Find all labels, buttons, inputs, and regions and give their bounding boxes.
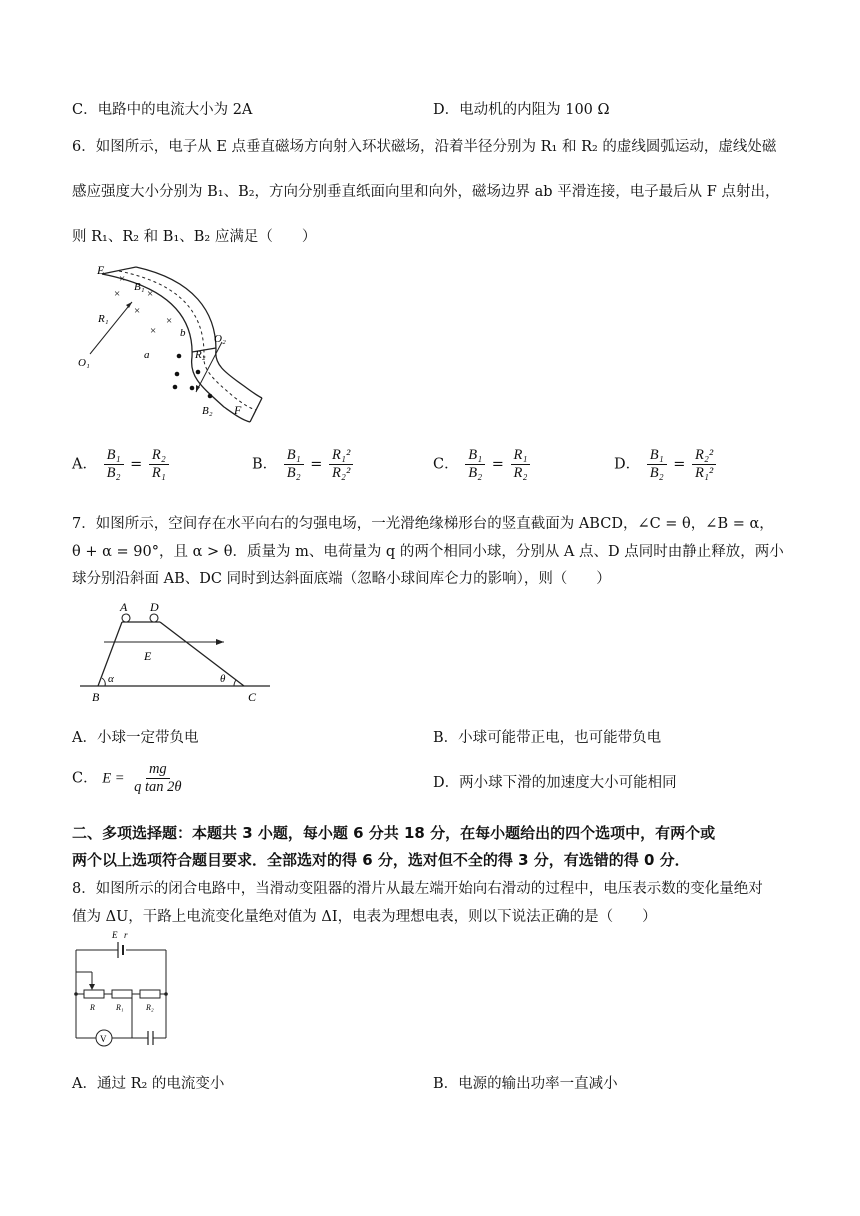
q8-stem-line2: 值为 ΔU，干路上电流变化量绝对值为 ΔI，电表为理想电表，则以下说法正确的是（ ） <box>72 909 657 925</box>
q7-option-b: B．小球可能带正电，也可能带负电 <box>433 730 662 746</box>
svg-text:×: × <box>134 305 141 317</box>
q6-fig-label-O1: O₁ <box>78 357 90 369</box>
q7-fig-label-alpha: α <box>108 673 114 685</box>
q8-figure-circuit <box>70 928 180 1056</box>
q7-fig-label-E: E <box>144 649 152 663</box>
q7-stem-line3: 球分别沿斜面 AB、DC 同时到达斜面底端（忽略小球间库仑力的影响），则（ ） <box>72 571 611 587</box>
section2-heading-line1: 二、多项选择题：本题共 3 小题，每小题 6 分共 18 分，在每小题给出的四个选项中，有两个或 <box>72 824 716 842</box>
q6-fig-label-R1: R₁ <box>98 313 109 325</box>
q6-stem-line3: 则 R₁、R₂ 和 B₁、B₂ 应满足（ ） <box>72 229 317 245</box>
q7-option-d: D．两小球下滑的加速度大小可能相同 <box>433 775 677 791</box>
q6-option-c: C． $\frac{\text{B₁}}{\text{B₂}}$ = $\frac{\text{R₁}}{\text{R₂}}$ <box>433 448 532 481</box>
q6-fig-label-E: E <box>97 263 105 277</box>
q7-fig-label-A: A <box>120 600 128 614</box>
q7-stem-line1: 7．如图所示，空间存在水平向右的匀强电场，一光滑绝缘梯形台的竖直截面为 ABCD，∠C = θ，∠B = α， <box>72 516 774 532</box>
q7-option-a: A．小球一定带负电 <box>72 730 199 746</box>
svg-text:×: × <box>166 315 173 327</box>
q7-fig-label-D: D <box>150 600 159 614</box>
q6-option-d: D． $\frac{\text{B₁}}{\text{B₂}}$ = $\frac{\text{R₂²}}{\text{R₁²}}$ <box>614 448 718 481</box>
q6-fig-label-B1: B₁ <box>134 281 145 293</box>
q8-option-b: B．电源的输出功率一直减小 <box>433 1076 618 1092</box>
q6-figure-magnetic-field <box>74 262 264 432</box>
q8-option-a: A．通过 R₂ 的电流变小 <box>72 1076 225 1092</box>
q8-stem-line1: 8．如图所示的闭合电路中，当滑动变阻器的滑片从最左端开始向右滑动的过程中，电压表示数的变化量绝对 <box>72 881 763 897</box>
q6-fig-label-F: F <box>234 403 242 417</box>
q8-fig-label-R: R <box>90 1003 95 1012</box>
svg-text:×: × <box>147 288 154 300</box>
svg-text:×: × <box>114 288 121 300</box>
svg-text:×: × <box>150 325 157 337</box>
q6-option-b: B． $\frac{\text{B₁}}{\text{B₂}}$ = $\frac{\text{R₁²}}{\text{R₂²}}$ <box>252 448 355 481</box>
q7-fig-label-B: B <box>92 690 100 704</box>
q6-fig-label-R2: R₂ <box>195 349 206 361</box>
q7-figure-trapezoid <box>74 598 274 710</box>
q8-fig-label-R2: R₂ <box>146 1003 154 1012</box>
q7-fig-label-C: C <box>248 690 257 704</box>
q5-option-d: D．电动机的内阻为 100 Ω <box>433 102 610 118</box>
q8-fig-label-E: E <box>112 930 118 940</box>
q8-fig-label-R1: R₁ <box>116 1003 124 1012</box>
q7-stem-line2: θ + α = 90°，且 α > θ．质量为 m、电荷量为 q 的两个相同小球，分别从 A 点、D 点同时由静止释放，两小 <box>72 544 784 560</box>
q6-fig-label-B2: B₂ <box>202 405 213 417</box>
q7-option-c: C． E = $\frac{mg}{\text{q tan 2θ}}$ <box>72 761 182 796</box>
q8-fig-label-V: V <box>100 1034 107 1044</box>
q6-option-a: A． $\frac{\text{B₁}}{\text{B₂}}$ = $\frac{\text{R₂}}{\text{R₁}}$ <box>72 448 171 481</box>
q6-fig-label-a: a <box>144 349 150 361</box>
q8-fig-label-r: r <box>124 930 128 940</box>
q6-fig-label-O2: O₂ <box>214 333 226 345</box>
q7-fig-label-theta: θ <box>220 673 226 685</box>
q6-fig-label-b: b <box>180 327 186 339</box>
section2-heading-line2: 两个以上选项符合题目要求．全部选对的得 6 分，选对但不全的得 3 分，有选错的得 0 分． <box>72 851 690 869</box>
q6-stem-line2: 感应强度大小分别为 B₁、B₂，方向分别垂直纸面向里和向外，磁场边界 ab 平滑连接，电子最后从 F 点射出， <box>72 184 780 200</box>
q6-stem-line1: 6．如图所示，电子从 E 点垂直磁场方向射入环状磁场，沿着半径分别为 R₁ 和 R₂ 的虚线圆弧运动，虚线处磁 <box>72 139 777 155</box>
q5-option-c: C．电路中的电流大小为 2A <box>72 102 253 118</box>
svg-text:×: × <box>119 273 126 285</box>
